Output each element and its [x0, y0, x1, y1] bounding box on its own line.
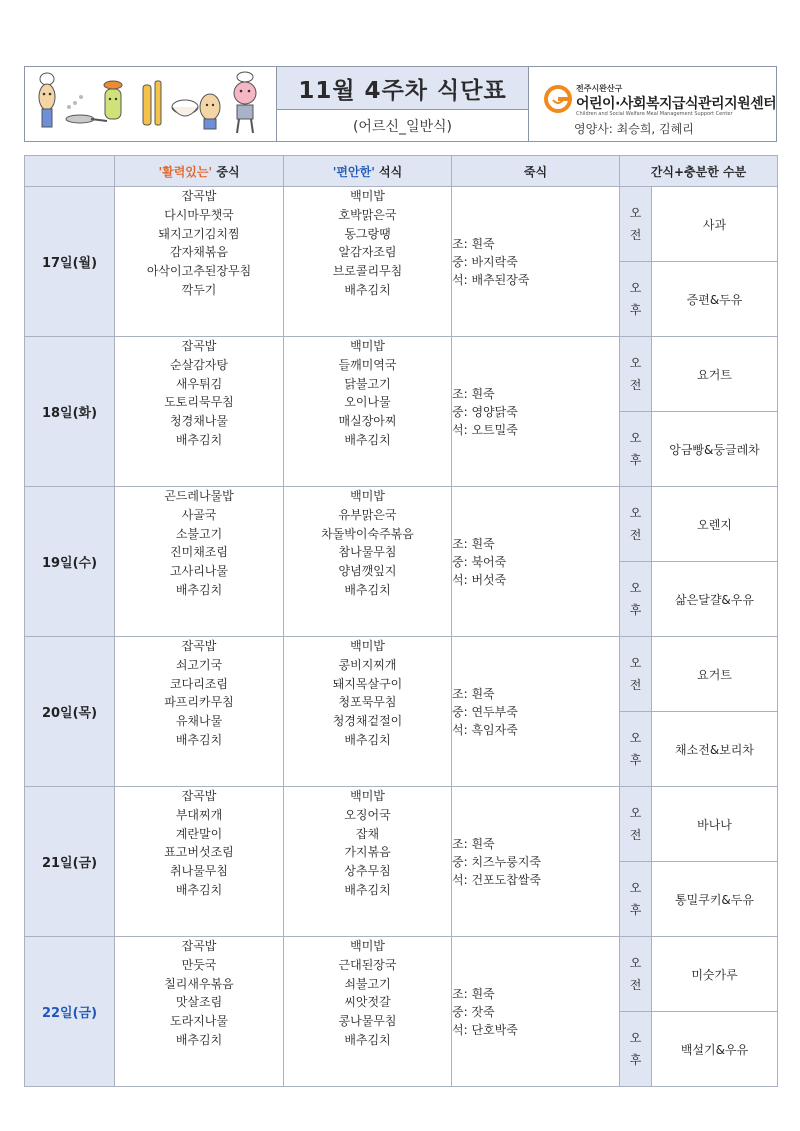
dinner-dish: 배추김치	[344, 732, 391, 747]
porridge-item: 중: 바지락죽	[452, 254, 518, 269]
lunch-dish: 순살감자탕	[170, 357, 228, 372]
day-row	[25, 787, 778, 862]
dinner-dish: 백미밥	[350, 339, 385, 353]
dinner-dish: 참나물무침	[338, 545, 397, 560]
lunch-dish: 쇠고기국	[175, 657, 223, 672]
lunch-dish: 소불고기	[175, 526, 223, 541]
dinner-dish: 근대된장국	[338, 957, 397, 972]
menu-header	[24, 66, 777, 142]
dinner-dish: 가지볶음	[344, 845, 391, 860]
lunch-dish: 깍두기	[181, 282, 217, 297]
porridge-item: 석: 단호박죽	[452, 1022, 518, 1037]
pm-label	[620, 262, 652, 337]
am-label	[620, 187, 652, 262]
porridge-cell	[452, 487, 620, 637]
dinner-cell	[284, 187, 452, 337]
day-row	[25, 487, 778, 562]
dinner-dish: 청경채겉절이	[332, 714, 403, 729]
dinner-dish: 백미밥	[350, 639, 385, 653]
am-char: 오	[629, 506, 642, 520]
day-label: 19일(수)	[25, 487, 115, 637]
pm-label	[620, 412, 652, 487]
dinner-dish: 유부맑은국	[338, 507, 397, 522]
dinner-cell	[284, 337, 452, 487]
afternoon-snack: 통밀쿠키&두유	[652, 862, 778, 937]
am-label	[620, 787, 652, 862]
lunch-dish: 유채나물	[175, 714, 223, 729]
porridge-cell	[452, 337, 620, 487]
pm-label	[620, 862, 652, 937]
lunch-dish: 배추김치	[175, 1032, 223, 1047]
porridge-item: 석: 버섯죽	[452, 572, 507, 587]
porridge-item: 석: 건포도찹쌀죽	[452, 872, 542, 887]
am-char: 전	[629, 978, 642, 992]
porridge-item: 조: 흰죽	[452, 536, 495, 551]
lunch-dish: 도라지나물	[170, 1014, 228, 1029]
am-label	[620, 487, 652, 562]
chef-characters-icon	[25, 67, 275, 141]
porridge-item: 조: 흰죽	[452, 686, 495, 701]
pm-char: 후	[629, 453, 642, 467]
day-label: 17일(월)	[25, 187, 115, 337]
dinner-dish: 쇠불고기	[344, 976, 391, 991]
am-char: 오	[629, 656, 642, 670]
dinner-dish: 배추김치	[344, 582, 391, 597]
lunch-dish: 칠리새우볶음	[164, 976, 234, 991]
lunch-dish: 돼지고기김치찜	[158, 226, 240, 241]
dinner-dish: 배추김치	[344, 882, 391, 897]
dietitian-names: 영양사: 최승희, 김혜리	[574, 122, 694, 136]
morning-snack: 바나나	[652, 787, 778, 862]
pm-char: 오	[629, 1031, 642, 1045]
am-char: 오	[629, 206, 642, 220]
day-label: 18일(화)	[25, 337, 115, 487]
am-char: 전	[629, 528, 642, 542]
am-char: 전	[629, 678, 642, 692]
day-row	[25, 637, 778, 712]
lunch-cell	[115, 487, 284, 637]
page-subtitle: (어르신_일반식)	[352, 118, 453, 135]
header-lunch: '활력있는' 중식	[115, 156, 284, 187]
lunch-cell	[115, 187, 284, 337]
lunch-dish: 진미채조림	[170, 545, 228, 560]
dinner-cell	[284, 637, 452, 787]
lunch-dish: 맛살조림	[175, 995, 223, 1010]
lunch-dish: 배추김치	[175, 732, 223, 747]
lunch-cell	[115, 637, 284, 787]
porridge-item: 조: 흰죽	[452, 236, 495, 251]
afternoon-snack: 백설기&우유	[652, 1012, 778, 1087]
lunch-dish: 배추김치	[175, 882, 223, 897]
porridge-item: 중: 연두부죽	[452, 704, 518, 719]
am-char: 오	[629, 356, 642, 370]
dinner-dish: 호박맑은국	[338, 207, 397, 222]
lunch-dish: 도토리묵무침	[164, 395, 234, 410]
pm-char: 오	[629, 281, 642, 295]
lunch-dish: 감자채볶음	[170, 245, 228, 260]
porridge-cell	[452, 787, 620, 937]
pm-char: 후	[629, 903, 642, 917]
porridge-item: 석: 오트밀죽	[452, 422, 518, 437]
pm-label	[620, 562, 652, 637]
morning-snack: 사과	[652, 187, 778, 262]
porridge-cell	[452, 937, 620, 1087]
lunch-cell	[115, 937, 284, 1087]
dinner-dish: 백미밥	[350, 939, 385, 953]
header-day	[25, 156, 115, 187]
pm-char: 후	[629, 753, 642, 767]
am-char: 오	[629, 806, 642, 820]
lunch-dish: 고사리나물	[170, 564, 228, 579]
dinner-dish: 백미밥	[350, 789, 385, 803]
lunch-dish: 잡곡밥	[181, 339, 217, 353]
afternoon-snack: 증편&두유	[652, 262, 778, 337]
morning-snack: 오렌지	[652, 487, 778, 562]
dinner-cell	[284, 787, 452, 937]
pm-char: 후	[629, 303, 642, 317]
lunch-dish: 계란말이	[175, 826, 223, 841]
dinner-dish: 매실장아찌	[338, 414, 397, 429]
lunch-dish: 배추김치	[175, 582, 223, 597]
lunch-cell	[115, 337, 284, 487]
lunch-dish: 잡곡밥	[181, 789, 217, 803]
dinner-cell	[284, 937, 452, 1087]
lunch-dish: 파프리카무침	[164, 695, 234, 710]
dinner-dish: 백미밥	[350, 489, 385, 503]
header-dinner: '편안한' 석식	[284, 156, 452, 187]
dinner-dish: 오징어국	[344, 807, 391, 822]
lunch-dish: 취나물무침	[170, 864, 228, 879]
porridge-item: 조: 흰죽	[452, 836, 495, 851]
morning-snack: 요거트	[652, 637, 778, 712]
dinner-dish: 배추김치	[344, 432, 391, 447]
am-char: 오	[629, 956, 642, 970]
organization-block	[529, 67, 776, 141]
pm-char: 오	[629, 581, 642, 595]
lunch-dish: 표고버섯조림	[164, 845, 234, 860]
morning-snack: 미숫가루	[652, 937, 778, 1012]
dinner-dish: 청포묵무침	[338, 695, 397, 710]
am-char: 전	[629, 378, 642, 392]
dinner-dish: 차돌박이숙주볶음	[321, 526, 414, 541]
porridge-item: 조: 흰죽	[452, 986, 495, 1001]
org-district: 전주시완산구	[576, 84, 623, 93]
table-header-row	[25, 156, 778, 187]
pm-char: 후	[629, 603, 642, 617]
porridge-item: 중: 치즈누룽지죽	[452, 854, 542, 869]
weekly-menu-table	[24, 155, 778, 1087]
dinner-dish: 오이나물	[344, 395, 391, 410]
dinner-dish: 동그랑땡	[344, 226, 391, 241]
pm-label	[620, 712, 652, 787]
afternoon-snack: 앙금빵&둥글레차	[652, 412, 778, 487]
day-row	[25, 937, 778, 1012]
morning-snack: 요거트	[652, 337, 778, 412]
am-label	[620, 337, 652, 412]
dinner-dish: 들깨미역국	[338, 357, 397, 372]
dinner-dish: 백미밥	[350, 189, 385, 203]
dinner-dish: 알감자조림	[338, 245, 397, 260]
dinner-dish: 배추김치	[344, 282, 391, 297]
porridge-item: 석: 흑임자죽	[452, 722, 518, 737]
day-label: 21일(금)	[25, 787, 115, 937]
day-label: 20일(목)	[25, 637, 115, 787]
center-logo-icon	[544, 85, 572, 113]
am-label	[620, 637, 652, 712]
pm-char: 후	[629, 1053, 642, 1067]
dinner-dish: 브로콜리무침	[332, 264, 403, 279]
afternoon-snack: 삶은달걀&우유	[652, 562, 778, 637]
dinner-dish: 양념깻잎지	[338, 564, 397, 579]
header-snack: 간식+충분한 수분	[620, 156, 778, 187]
porridge-cell	[452, 637, 620, 787]
lunch-dish: 잡곡밥	[181, 639, 217, 653]
porridge-item: 중: 잣죽	[452, 1004, 495, 1019]
dinner-cell	[284, 487, 452, 637]
page-title: 11월 4주차 식단표	[277, 67, 528, 110]
porridge-item: 중: 영양닭죽	[452, 404, 518, 419]
lunch-dish: 잡곡밥	[181, 939, 217, 953]
header-porridge: 죽식	[452, 156, 620, 187]
lunch-dish: 잡곡밥	[181, 189, 217, 203]
porridge-item: 중: 북어죽	[452, 554, 507, 569]
lunch-dish: 부대찌개	[175, 807, 223, 822]
chef-illustration	[25, 67, 277, 141]
afternoon-snack: 채소전&보리차	[652, 712, 778, 787]
org-english-name: Children and Social Welfare Meal Management Support Center	[576, 111, 733, 117]
lunch-cell	[115, 787, 284, 937]
porridge-cell	[452, 187, 620, 337]
dinner-dish: 상추무침	[344, 864, 391, 879]
lunch-dish: 곤드레나물밥	[164, 489, 234, 503]
porridge-item: 석: 배추된장죽	[452, 272, 530, 287]
porridge-item: 조: 흰죽	[452, 386, 495, 401]
day-row	[25, 337, 778, 412]
dinner-dish: 돼지목살구이	[332, 676, 403, 691]
pm-label	[620, 1012, 652, 1087]
pm-char: 오	[629, 731, 642, 745]
am-char: 전	[629, 228, 642, 242]
lunch-dish: 사골국	[181, 507, 217, 522]
org-name: 어린이·사회복지급식관리지원센터	[576, 96, 777, 112]
dinner-dish: 콩비지찌개	[338, 657, 397, 672]
day-label: 22일(금)	[25, 937, 115, 1087]
lunch-dish: 아삭이고추된장무침	[146, 264, 252, 279]
dinner-dish: 콩나물무침	[338, 1014, 397, 1029]
am-char: 전	[629, 828, 642, 842]
lunch-dish: 배추김치	[175, 432, 223, 447]
dinner-dish: 닭불고기	[344, 376, 391, 391]
lunch-dish: 코다리조림	[170, 676, 228, 691]
lunch-dish: 새우튀김	[175, 376, 223, 391]
pm-char: 오	[629, 881, 642, 895]
day-row	[25, 187, 778, 262]
am-label	[620, 937, 652, 1012]
dinner-dish: 씨앗젓갈	[344, 995, 391, 1010]
dinner-dish: 잡채	[355, 826, 380, 841]
dinner-dish: 배추김치	[344, 1032, 391, 1047]
title-block	[277, 67, 529, 141]
lunch-dish: 만둣국	[181, 957, 217, 972]
pm-char: 오	[629, 431, 642, 445]
lunch-dish: 청경채나물	[170, 414, 228, 429]
lunch-dish: 다시마무챗국	[164, 207, 234, 222]
